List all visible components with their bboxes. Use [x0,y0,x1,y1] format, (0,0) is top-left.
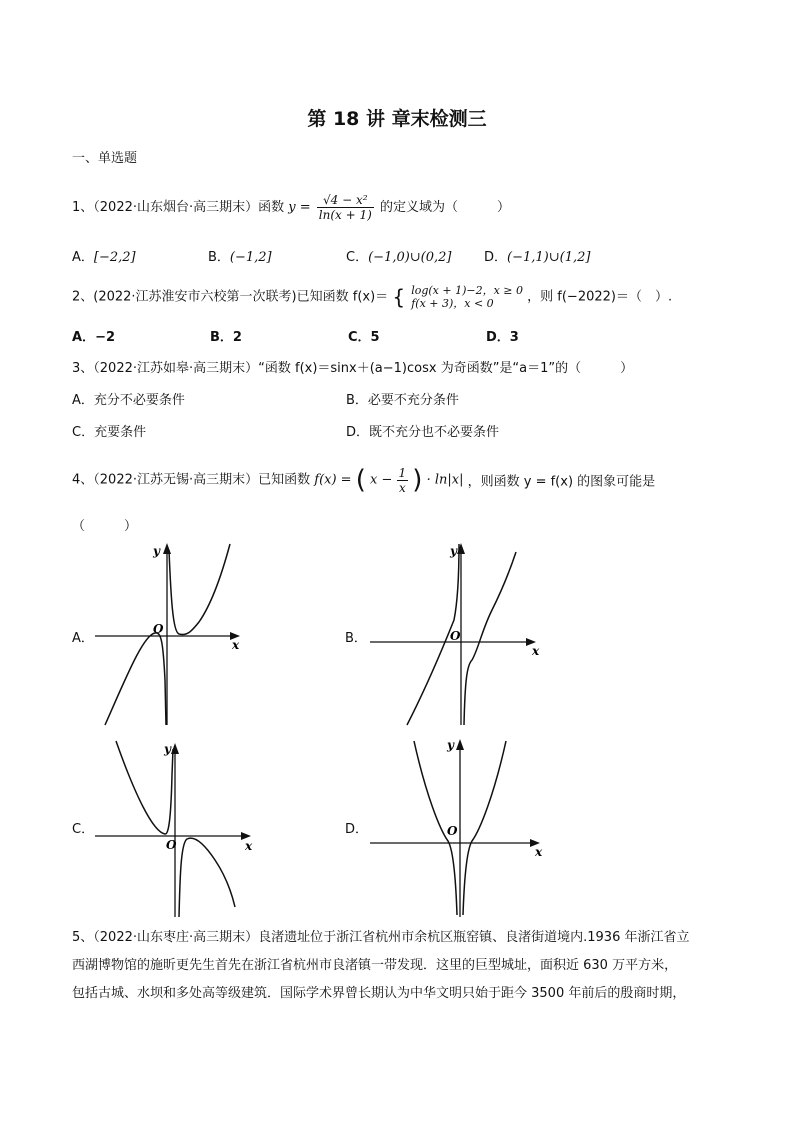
q2-option-d[interactable]: D．3 [486,330,519,345]
curve-right [463,741,506,915]
q4-left-paren: ( [355,465,366,495]
q1-prefix: 1、（2022·山东烟台·高三期末）函数 [72,200,285,215]
origin-label: O [166,838,177,852]
q3-option-d[interactable]: D．既不充分也不必要条件 [346,425,500,440]
q4-graph-b[interactable] [370,540,540,730]
q2-brace: { [392,285,406,309]
q5-line-3: 包括古城、水坝和多处高等级建筑．国际学术界曾长期认为中华文明只始于距今 3500 年前后的殷商时期， [72,986,686,1001]
q1-option-c[interactable]: C．(−1,0)∪(0,2] [346,250,452,265]
page-title: 第 18 讲 章末检测三 [307,108,487,130]
q4-graph-a[interactable] [95,540,245,730]
x-label: x [535,845,543,859]
x-label: x [232,638,240,652]
curve-right [169,544,230,635]
curve-left [105,633,166,725]
q2-case-2: f(x + 3)，x < 0 [411,297,494,310]
origin-label: O [153,622,164,636]
q4-graph-d[interactable] [370,735,545,920]
origin-label: O [450,629,461,643]
q1-suffix: 的定义域为（ ） [379,200,510,215]
q4-func: f(x) = [314,472,352,488]
q4-option-a-label[interactable]: A． [72,631,94,646]
q2-case-1: log(x + 1)−2，x ≥ 0 [411,284,524,297]
q4-mid: x − [370,472,393,488]
y-label: y [153,544,160,558]
x-label: x [245,839,253,853]
q4-fraction [397,466,409,495]
y-axis-arrow [456,739,464,750]
q2-option-a[interactable]: A．−2 [72,330,116,345]
question-1 [72,193,510,222]
q4-frac-num: 1 [398,465,407,480]
q2-cases [411,284,523,310]
y-label: y [447,738,454,752]
q4-graph-c[interactable] [95,735,260,920]
q4-option-d-label[interactable]: D． [345,822,369,837]
q1-option-a[interactable]: A．[−2,2] [72,250,136,265]
section-heading: 一、单选题 [72,151,138,166]
curve-right [464,552,516,725]
q5-line-2: 西湖博物馆的施昕更先生首先在浙江省杭州市良渚镇一带发现．这里的巨型城址，面积近 630 万平方米， [72,958,678,973]
q1-func-lhs: y = [288,200,311,215]
q4-tail: · ln|x| [426,472,464,488]
question-4 [72,465,655,495]
q3-option-c[interactable]: C．充要条件 [72,425,147,440]
q4-option-c-label[interactable]: C． [72,822,95,837]
curve-right [179,838,235,917]
question-2 [72,284,672,310]
q4-option-b-label[interactable]: B． [345,631,367,646]
q2-suffix: ，则 f(−2022)＝（ ）. [527,289,673,305]
q4-right-paren: ) [412,465,423,495]
q3-option-a[interactable]: A．充分不必要条件 [72,393,185,408]
y-label: y [450,544,457,558]
question-5 [72,924,732,1008]
q1-denominator: ln(x + 1) [318,208,372,222]
q4-suffix: ，则函数 y = f(x) 的图象可能是 [467,474,656,490]
x-label: x [532,644,540,658]
q1-option-b[interactable]: B．(−1,2] [208,250,272,265]
y-label: y [164,742,171,756]
question-3: 3、（2022·江苏如皋·高三期末）“函数 f(x)＝sinx＋(a−1)cosx 为奇函数”是“a＝1”的（ ） [72,361,634,376]
origin-label: O [447,824,458,838]
q2-prefix: 2、(2022·江苏淮安市六校第一次联考)已知函数 f(x)＝ [72,289,389,305]
q5-line-1: 5、（2022·山东枣庄·高三期末）良渚遗址位于浙江省杭州市余杭区瓶窑镇、良渚街道境内.1936 年浙江省立 [72,930,690,945]
q4-answer-paren: （ ） [72,519,138,534]
q2-option-c[interactable]: C．5 [348,330,380,345]
q2-option-b[interactable]: B．2 [210,330,242,345]
q3-option-b[interactable]: B．必要不充分条件 [346,393,459,408]
q4-prefix: 4、（2022·江苏无锡·高三期末）已知函数 [72,472,311,488]
q1-fraction [317,193,374,222]
q1-numerator: √4 − x² [317,193,374,208]
q1-option-d[interactable]: D．(−1,1)∪(1,2] [484,250,591,265]
y-axis-arrow [457,543,465,554]
q4-frac-den: x [398,480,406,495]
